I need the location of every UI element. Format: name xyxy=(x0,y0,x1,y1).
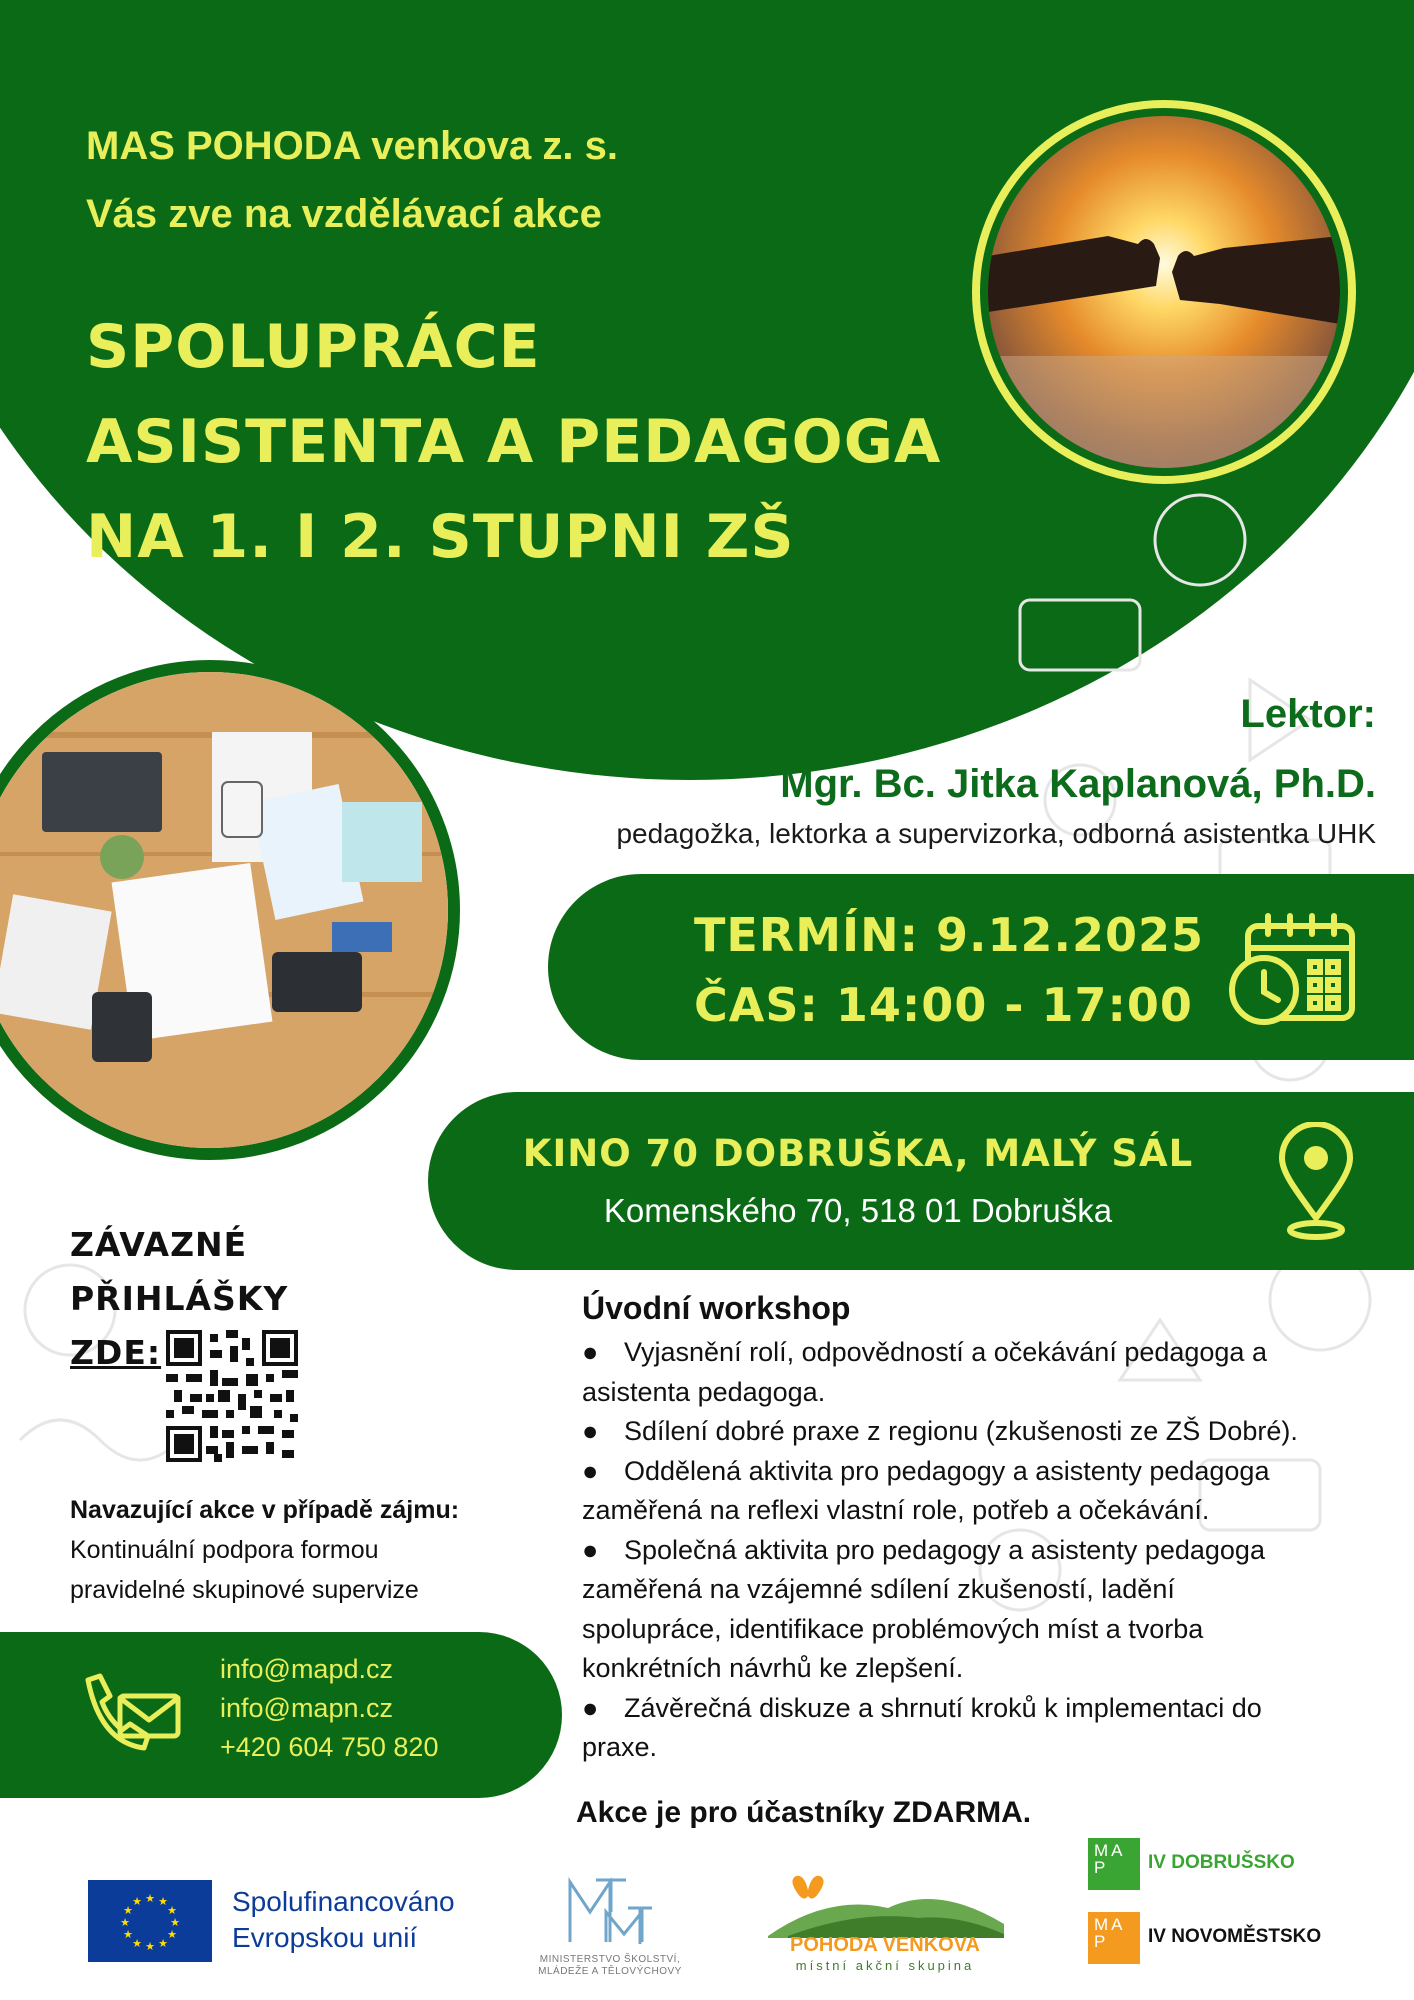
msmt-logo-icon xyxy=(566,1872,656,1952)
title-line-1: SPOLUPRÁCE xyxy=(86,312,541,382)
svg-text:★: ★ xyxy=(132,1938,142,1950)
svg-text:★: ★ xyxy=(123,1905,133,1917)
map-novomestsko-label: IV NOVOMĚSTSKO xyxy=(1148,1926,1322,1947)
list-item: ● Oddělená aktivita pro pedagogy a asistenty pedagoga zaměřená na reflexi vlastní role, potřeb a očekávání. xyxy=(582,1452,1382,1531)
pohoda-name: POHODA VENKOVA xyxy=(789,1934,981,1956)
map-novomestsko-badge: MAP xyxy=(1088,1912,1140,1964)
list-item: ● Vyjasnění rolí, odpovědností a očekávání pedagoga a asistenta pedagoga. xyxy=(582,1333,1382,1412)
venue-panel xyxy=(428,1092,1414,1270)
map-dobrusko-badge: MAP xyxy=(1088,1838,1140,1890)
map-dobrusko-label: IV DOBRUŠSKO xyxy=(1148,1852,1295,1873)
title-line-3: NA 1. I 2. STUPNI ZŠ xyxy=(86,502,795,572)
registration-line-3: ZDE: xyxy=(70,1333,162,1372)
desk-photo xyxy=(0,660,460,1160)
registration-line-2: PŘIHLÁŠKY xyxy=(70,1279,289,1318)
lecturer-label: Lektor: xyxy=(1240,692,1376,736)
list-item: ● Společná aktivita pro pedagogy a asistenty pedagoga zaměřená na vzájemné sdílení zkušeností, ladění spolupráce, identifikace problémových míst a tvorba konkrétních návrhů ke zlepšení. xyxy=(582,1531,1382,1689)
registration-qr-code[interactable] xyxy=(166,1330,298,1462)
eu-line-2: Evropskou unií xyxy=(232,1922,418,1953)
msmt-line-2: MLÁDEŽE A TĚLOVÝCHOVY xyxy=(538,1966,682,1977)
svg-text:★: ★ xyxy=(145,1893,155,1905)
contact-panel xyxy=(0,1632,562,1798)
svg-text:★: ★ xyxy=(158,1896,168,1908)
svg-text:★: ★ xyxy=(158,1938,168,1950)
eu-line-1: Spolufinancováno xyxy=(232,1886,455,1917)
registration-line-1: ZÁVAZNÉ xyxy=(70,1225,248,1264)
svg-text:★: ★ xyxy=(145,1941,155,1953)
svg-text:★: ★ xyxy=(167,1929,177,1941)
puzzle-photo xyxy=(972,100,1356,484)
followup-text-1: Kontinuální podpora formou xyxy=(70,1536,379,1564)
eu-flag xyxy=(88,1880,212,1962)
followup-text-2: pravidelné skupinové supervize xyxy=(70,1576,419,1604)
contact-email-1[interactable]: info@mapd.cz xyxy=(220,1654,393,1684)
bullet: ● xyxy=(582,1455,599,1486)
list-item: ● Závěrečná diskuze a shrnutí kroků k implementaci do praxe. xyxy=(582,1689,1382,1768)
svg-text:★: ★ xyxy=(123,1929,133,1941)
list-item: ● Sdílení dobré praxe z regionu (zkušenosti ze ZŠ Dobré). xyxy=(582,1412,1382,1452)
bullet: ● xyxy=(582,1692,599,1723)
svg-text:★: ★ xyxy=(120,1917,130,1929)
schedule-panel xyxy=(548,874,1414,1060)
free-note: Akce je pro účastníky ZDARMA. xyxy=(576,1796,1032,1829)
pohoda-butterfly-hills-icon xyxy=(768,1874,1004,1938)
svg-text:★: ★ xyxy=(170,1917,180,1929)
location-pin-icon xyxy=(1274,1122,1358,1242)
msmt-line-1: MINISTERSTVO ŠKOLSTVÍ, xyxy=(539,1954,681,1965)
lecturer-name: Mgr. Bc. Jitka Kaplanová, Ph.D. xyxy=(780,762,1376,806)
contact-phone[interactable]: +420 604 750 820 xyxy=(220,1732,439,1762)
venue-address: Komenského 70, 518 01 Dobruška xyxy=(603,1192,1113,1229)
bullet: ● xyxy=(582,1416,599,1446)
phone-envelope-icon xyxy=(74,1672,184,1758)
followup-heading: Navazující akce v případě zájmu: xyxy=(70,1496,460,1524)
org-name: MAS POHODA venkova z. s. xyxy=(86,124,618,168)
pohoda-subtitle: místní akční skupina xyxy=(795,1958,975,1973)
event-time: ČAS: 14:00 - 17:00 xyxy=(694,978,1193,1032)
invite-line: Vás zve na vzdělávací akce xyxy=(86,192,602,236)
title-line-2: ASISTENTA A PEDAGOGA xyxy=(86,407,942,477)
lecturer-role: pedagožka, lektorka a supervizorka, odborná asistentka UHK xyxy=(616,818,1376,849)
bullet: ● xyxy=(582,1337,599,1367)
event-date: TERMÍN: 9.12.2025 xyxy=(694,908,1205,962)
contact-email-2[interactable]: info@mapn.cz xyxy=(220,1693,393,1723)
venue-name: KINO 70 DOBRUŠKA, MALÝ SÁL xyxy=(522,1132,1194,1175)
calendar-clock-icon xyxy=(1228,912,1358,1028)
bullet: ● xyxy=(582,1534,599,1565)
svg-text:★: ★ xyxy=(167,1905,177,1917)
svg-text:★: ★ xyxy=(132,1896,142,1908)
workshop-section xyxy=(582,1290,1382,1768)
workshop-heading: Úvodní workshop xyxy=(582,1290,851,1326)
workshop-list xyxy=(582,1333,1382,1768)
